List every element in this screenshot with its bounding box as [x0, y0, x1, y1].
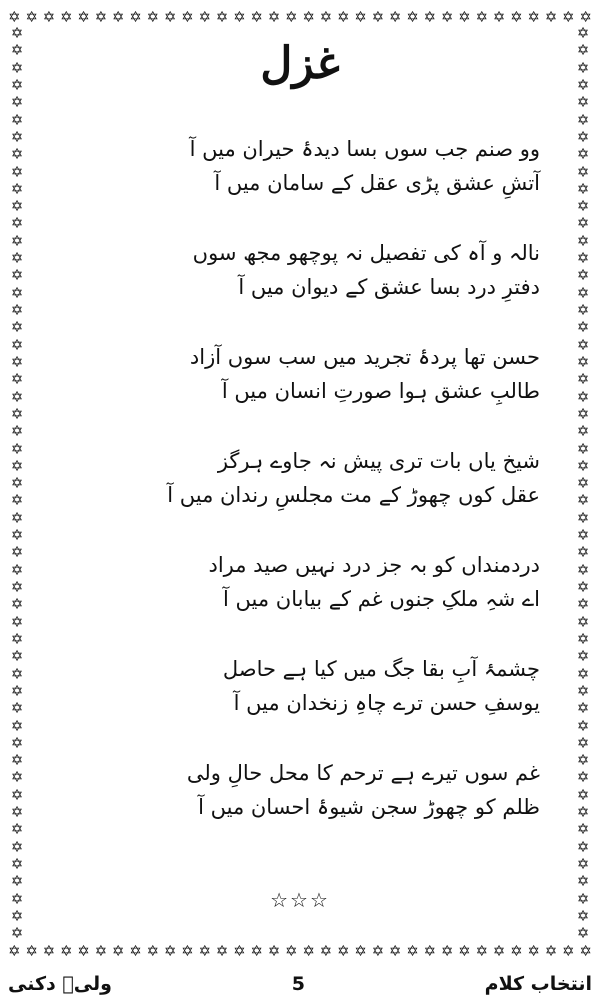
star-ornament-icon: ✡: [423, 942, 437, 960]
star-ornament-icon: ✡: [576, 283, 590, 302]
star-ornament-icon: ✡: [10, 266, 24, 285]
couplet: [40, 652, 560, 720]
verse-line: عقل کوں چھوڑ کے مت مجلسِ رندان میں آ: [167, 483, 540, 507]
star-ornament-icon: ✡: [267, 942, 281, 960]
star-ornament-icon: ✡: [10, 612, 24, 631]
star-ornament-icon: ✡: [510, 942, 523, 960]
couplet: [40, 756, 560, 824]
star-ornament-icon: ✡: [10, 249, 24, 268]
star-ornament-icon: ✡: [10, 58, 24, 77]
star-ornament-icon: ✡: [492, 8, 506, 26]
verse-line: نالہ و آہ کی تفصیل نہ پوچھو مجھ سوں: [192, 241, 540, 265]
star-ornament-icon: ✡: [10, 110, 24, 129]
star-ornament-icon: ✡: [576, 162, 590, 181]
star-ornament-icon: ✡: [10, 906, 24, 925]
star-ornament-icon: ✡: [10, 820, 24, 839]
star-ornament-icon: ✡: [576, 335, 590, 354]
star-ornament-icon: ✡: [10, 283, 24, 302]
star-ornament-icon: ✡: [562, 8, 575, 26]
star-ornament-icon: ✡: [10, 318, 24, 337]
star-ornament-icon: ✡: [576, 837, 590, 856]
star-ornament-icon: ✡: [576, 197, 590, 216]
star-ornament-icon: ✡: [233, 942, 246, 960]
star-ornament-icon: ✡: [10, 370, 24, 389]
verse-line: چشمۂ آبِ بقا جگ میں کیا ہے حاصل: [222, 657, 540, 681]
star-ornament-icon: ✡: [576, 110, 590, 129]
star-ornament-icon: ✡: [10, 145, 24, 164]
star-ornament-icon: ✡: [8, 942, 21, 960]
star-ornament-icon: ✡: [388, 8, 402, 26]
star-ornament-icon: ✡: [215, 8, 229, 26]
star-ornament-icon: ✡: [576, 526, 590, 545]
star-ornament-icon: ✡: [576, 422, 590, 441]
footer-book-title: انتخاب کلام: [484, 973, 592, 995]
star-ornament-icon: ✡: [10, 41, 24, 60]
star-ornament-icon: ✡: [576, 872, 590, 891]
star-ornament-icon: ✡: [475, 8, 489, 26]
star-ornament-icon: ✡: [576, 456, 590, 475]
star-ornament-icon: ✡: [579, 8, 592, 26]
star-ornament-icon: ✡: [10, 872, 24, 891]
star-ornament-icon: ✡: [10, 491, 24, 510]
star-ornament-icon: ✡: [576, 249, 590, 268]
star-ornament-icon: ✡: [423, 8, 437, 26]
star-ornament-icon: ✡: [10, 733, 24, 752]
page-footer: [0, 966, 600, 1002]
star-ornament-icon: ✡: [10, 768, 24, 787]
star-ornament-icon: ✡: [59, 8, 73, 26]
star-ornament-icon: ✡: [10, 422, 24, 441]
verse-line: حسن تھا پردۂ تجرید میں سب سوں آزاد: [189, 345, 540, 369]
star-ornament-icon: ✡: [440, 942, 454, 960]
star-ornament-icon: ✡: [111, 8, 125, 26]
star-ornament-icon: ✡: [576, 179, 590, 198]
star-ornament-icon: ✡: [576, 41, 590, 60]
verse-line: ظلم کو چھوڑ سجن شیوۂ احسان میں آ: [198, 795, 540, 819]
star-ornament-icon: ✡: [42, 8, 56, 26]
star-ornament-icon: ✡: [576, 664, 590, 683]
star-ornament-icon: ✡: [576, 26, 590, 42]
star-ornament-icon: ✡: [302, 942, 315, 960]
star-ornament-icon: ✡: [576, 595, 590, 614]
star-ornament-icon: ✡: [10, 404, 24, 423]
star-ornament-icon: ✡: [285, 8, 298, 26]
verse-line: وو صنم جب سوں بسا دیدۂ حیران میں آ: [189, 137, 540, 161]
star-ornament-icon: ✡: [42, 942, 56, 960]
star-ornament-icon: ✡: [111, 942, 125, 960]
star-ornament-icon: ✡: [129, 942, 142, 960]
star-ornament-icon: ✡: [576, 629, 590, 648]
star-ornament-icon: ✡: [576, 387, 590, 406]
star-ornament-icon: ✡: [10, 387, 24, 406]
star-ornament-icon: ✡: [576, 647, 590, 666]
star-ornament-icon: ✡: [10, 179, 24, 198]
couplet: [40, 340, 560, 408]
star-ornament-icon: ✡: [10, 924, 24, 942]
star-ornament-icon: ✡: [10, 889, 24, 908]
star-ornament-icon: ✡: [285, 942, 298, 960]
star-ornament-icon: ✡: [576, 214, 590, 233]
star-ornament-icon: ✡: [406, 942, 419, 960]
star-ornament-icon: ✡: [10, 595, 24, 614]
star-ornament-icon: ✡: [25, 942, 38, 960]
star-ornament-icon: ✡: [163, 8, 177, 26]
poem-content: [40, 30, 560, 930]
star-ornament-icon: ✡: [250, 942, 263, 960]
star-ornament-icon: ✡: [10, 26, 24, 42]
couplet: [40, 236, 560, 304]
star-ornament-icon: ✡: [576, 681, 590, 700]
star-ornament-icon: ✡: [576, 612, 590, 631]
star-ornament-icon: ✡: [10, 197, 24, 216]
star-ornament-icon: ✡: [576, 578, 590, 596]
star-ornament-icon: ✡: [10, 456, 24, 475]
star-ornament-icon: ✡: [576, 93, 590, 112]
star-ornament-icon: ✡: [10, 231, 24, 250]
star-ornament-icon: ✡: [10, 439, 24, 458]
ghazal-title: غزل: [260, 38, 340, 89]
star-ornament-icon: ✡: [10, 508, 24, 527]
star-ornament-icon: ✡: [576, 231, 590, 250]
verse-line: طالبِ عشق ہوا صورتِ انسان میں آ: [221, 379, 540, 403]
star-ornament-icon: ✡: [388, 942, 402, 960]
star-ornament-icon: ✡: [10, 664, 24, 683]
star-ornament-icon: ✡: [527, 8, 540, 26]
star-ornament-icon: ✡: [163, 942, 177, 960]
star-ornament-icon: ✡: [576, 439, 590, 458]
star-ornament-icon: ✡: [371, 942, 385, 960]
couplet: [40, 548, 560, 616]
star-ornament-icon: ✡: [336, 942, 350, 960]
star-ornament-icon: ✡: [10, 699, 24, 718]
star-ornament-icon: ✡: [576, 543, 590, 562]
star-ornament-icon: ✡: [250, 8, 263, 26]
star-ornament-icon: ✡: [527, 942, 540, 960]
star-ornament-icon: ✡: [576, 370, 590, 389]
star-ornament-icon: ✡: [198, 942, 212, 960]
star-ornament-icon: ✡: [10, 301, 24, 319]
star-ornament-icon: ✡: [576, 924, 590, 942]
star-ornament-icon: ✡: [10, 681, 24, 700]
star-ornament-icon: ✡: [94, 942, 108, 960]
border-top: [8, 8, 592, 26]
star-ornament-icon: ✡: [576, 820, 590, 839]
star-ornament-icon: ✡: [59, 942, 73, 960]
star-ornament-icon: ✡: [562, 942, 575, 960]
verse-line: آتشِ عشق پڑی عقل کے سامان میں آ: [214, 171, 540, 195]
star-ornament-icon: ✡: [181, 8, 194, 26]
star-ornament-icon: ✡: [10, 214, 24, 233]
verse-line: اے شہِ ملکِ جنوں غم کے بیابان میں آ: [223, 587, 540, 611]
star-ornament-icon: ✡: [129, 8, 142, 26]
star-ornament-icon: ✡: [576, 803, 590, 822]
star-ornament-icon: ✡: [579, 942, 592, 960]
star-ornament-icon: ✡: [10, 127, 24, 146]
star-ornament-icon: ✡: [10, 716, 24, 735]
star-ornament-icon: ✡: [10, 543, 24, 562]
star-ornament-icon: ✡: [576, 318, 590, 337]
star-ornament-icon: ✡: [576, 352, 590, 371]
star-ornament-icon: ✡: [10, 75, 24, 94]
star-ornament-icon: ✡: [77, 942, 90, 960]
star-ornament-icon: ✡: [576, 145, 590, 164]
star-ornament-icon: ✡: [576, 716, 590, 735]
star-ornament-icon: ✡: [576, 508, 590, 527]
star-ornament-icon: ✡: [267, 8, 281, 26]
star-ornament-icon: ✡: [440, 8, 454, 26]
star-ornament-icon: ✡: [10, 526, 24, 545]
star-ornament-icon: ✡: [10, 335, 24, 354]
star-ornament-icon: ✡: [146, 942, 160, 960]
star-ornament-icon: ✡: [77, 8, 90, 26]
border-right: [574, 26, 592, 942]
star-ornament-icon: ✡: [576, 127, 590, 146]
star-ornament-icon: ✡: [576, 58, 590, 77]
star-ornament-icon: ✡: [94, 8, 108, 26]
star-ornament-icon: ✡: [10, 560, 24, 579]
star-ornament-icon: ✡: [181, 942, 194, 960]
border-left: [8, 26, 26, 942]
star-ornament-icon: ✡: [458, 8, 471, 26]
star-ornament-icon: ✡: [576, 889, 590, 908]
star-ornament-icon: ✡: [576, 404, 590, 423]
star-ornament-icon: ✡: [576, 491, 590, 510]
star-ornament-icon: ✡: [576, 474, 590, 493]
star-ornament-icon: ✡: [354, 942, 367, 960]
star-ornament-icon: ✡: [233, 8, 246, 26]
star-ornament-icon: ✡: [406, 8, 419, 26]
footer-author: ولیؔ دکنی: [8, 973, 112, 995]
star-ornament-icon: ✡: [576, 906, 590, 925]
star-ornament-icon: ✡: [510, 8, 523, 26]
star-ornament-icon: ✡: [458, 942, 471, 960]
star-ornament-icon: ✡: [10, 162, 24, 181]
star-ornament-icon: ✡: [10, 578, 24, 596]
couplet: [40, 132, 560, 200]
star-ornament-icon: ✡: [8, 8, 21, 26]
star-ornament-icon: ✡: [319, 8, 333, 26]
star-ornament-icon: ✡: [371, 8, 385, 26]
star-ornament-icon: ✡: [10, 474, 24, 493]
star-ornament-icon: ✡: [10, 629, 24, 648]
star-ornament-icon: ✡: [354, 8, 367, 26]
star-ornament-icon: ✡: [10, 837, 24, 856]
star-ornament-icon: ✡: [576, 301, 590, 319]
verse-line: دردمنداں کو بہ جز درد نہیں صید مراد: [208, 553, 540, 577]
star-ornament-icon: ✡: [576, 785, 590, 804]
star-ornament-icon: ✡: [319, 942, 333, 960]
verse-line: شیخ یاں بات تری پیش نہ جاوے ہرگز: [217, 449, 540, 473]
page-number: 5: [291, 973, 305, 995]
border-bottom: [8, 942, 592, 960]
star-ornament-icon: ✡: [10, 803, 24, 822]
verse-line: غم سوں تیرے ہے ترحم کا محل حالِ ولی: [186, 761, 540, 785]
star-ornament-icon: ✡: [198, 8, 212, 26]
star-ornament-icon: ✡: [576, 699, 590, 718]
star-ornament-icon: ✡: [576, 266, 590, 285]
couplet: [40, 444, 560, 512]
verse-line: دفترِ درد بسا عشق کے دیوان میں آ: [238, 275, 540, 299]
stars-separator-icon: ☆☆☆: [270, 888, 330, 912]
star-ornament-icon: ✡: [576, 768, 590, 787]
star-ornament-icon: ✡: [492, 942, 506, 960]
star-ornament-icon: ✡: [25, 8, 38, 26]
star-ornament-icon: ✡: [10, 647, 24, 666]
star-ornament-icon: ✡: [10, 785, 24, 804]
star-ornament-icon: ✡: [336, 8, 350, 26]
star-ornament-icon: ✡: [576, 560, 590, 579]
star-ornament-icon: ✡: [146, 8, 160, 26]
star-ornament-icon: ✡: [10, 855, 24, 873]
star-ornament-icon: ✡: [475, 942, 489, 960]
verse-line: یوسفِ حسن ترے چاہِ زنخدان میں آ: [233, 691, 540, 715]
star-ornament-icon: ✡: [544, 942, 558, 960]
star-ornament-icon: ✡: [576, 75, 590, 94]
star-ornament-icon: ✡: [544, 8, 558, 26]
star-ornament-icon: ✡: [576, 733, 590, 752]
star-ornament-icon: ✡: [302, 8, 315, 26]
star-ornament-icon: ✡: [10, 93, 24, 112]
star-ornament-icon: ✡: [576, 751, 590, 770]
star-ornament-icon: ✡: [215, 942, 229, 960]
star-ornament-icon: ✡: [10, 352, 24, 371]
star-ornament-icon: ✡: [576, 855, 590, 873]
star-ornament-icon: ✡: [10, 751, 24, 770]
